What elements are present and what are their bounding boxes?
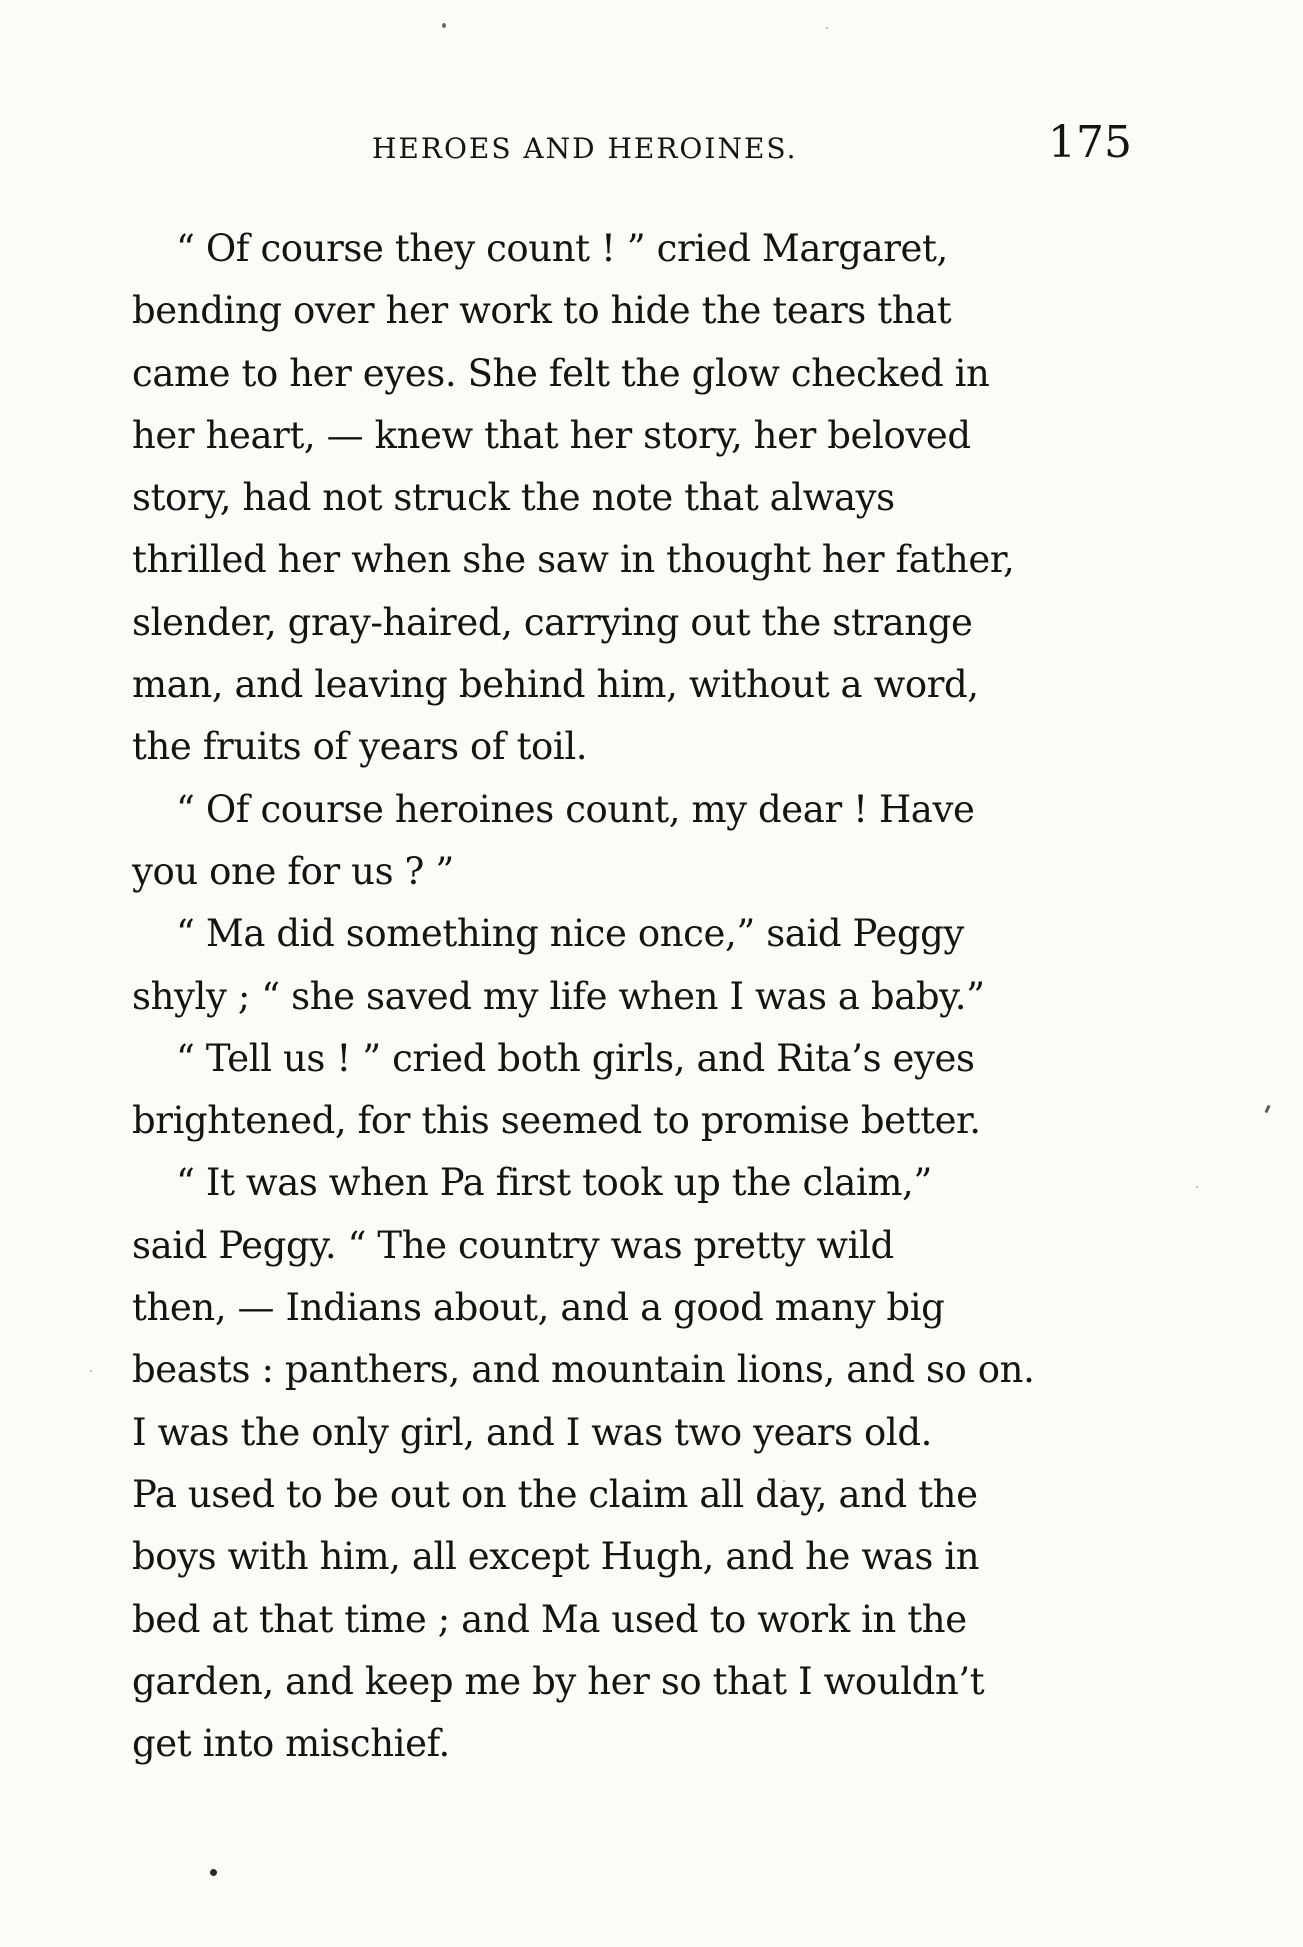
ink-speck <box>1196 1186 1198 1188</box>
ink-speck <box>826 27 828 29</box>
paragraph: “ It was when Pa first took up the claim,” said Peggy. “ The country was pretty wild then, — Indians about, and a good many big beasts : panthers, and mountain lions, and so on. I was the only girl, and I was two years old. Pa used to be out on the claim all day, and the boys with him, all except Hugh, and he was in bed at that time ; and Ma used to work in the garden, and keep me by her so that I wouldn’t get into mischief. <box>132 1161 1035 1766</box>
ink-speck <box>90 1370 92 1372</box>
paragraph: “ Tell us ! ” cried both girls, and Rita’s eyes brightened, for this seemed to promise better. <box>132 1036 981 1143</box>
paragraph: “ Of course they count ! ” cried Margaret, bending over her work to hide the tears that came to her eyes. She felt the glow checked in her heart, — knew that her story, her beloved story, had not struck the note that always thrilled her when she saw in thought her father, slender, gray-haired, carrying out the strange man, and leaving behind him, without a word, the fruits of years of toil. <box>132 227 1015 769</box>
running-title: HEROES AND HEROINES. <box>372 132 798 165</box>
ink-mark <box>1264 1105 1270 1114</box>
ink-speck <box>783 1480 785 1482</box>
paragraph: “ Of course heroines count, my dear ! Have you one for us ? ” <box>132 787 975 893</box>
ink-speck <box>442 23 446 28</box>
ink-dot <box>210 1869 217 1876</box>
body-text <box>132 218 1132 1775</box>
paragraph: “ Ma did something nice once,” said Peggy shyly ; “ she saved my life when I was a baby.” <box>132 912 985 1018</box>
page-number: 175 <box>1048 117 1132 168</box>
running-head <box>132 118 1132 178</box>
